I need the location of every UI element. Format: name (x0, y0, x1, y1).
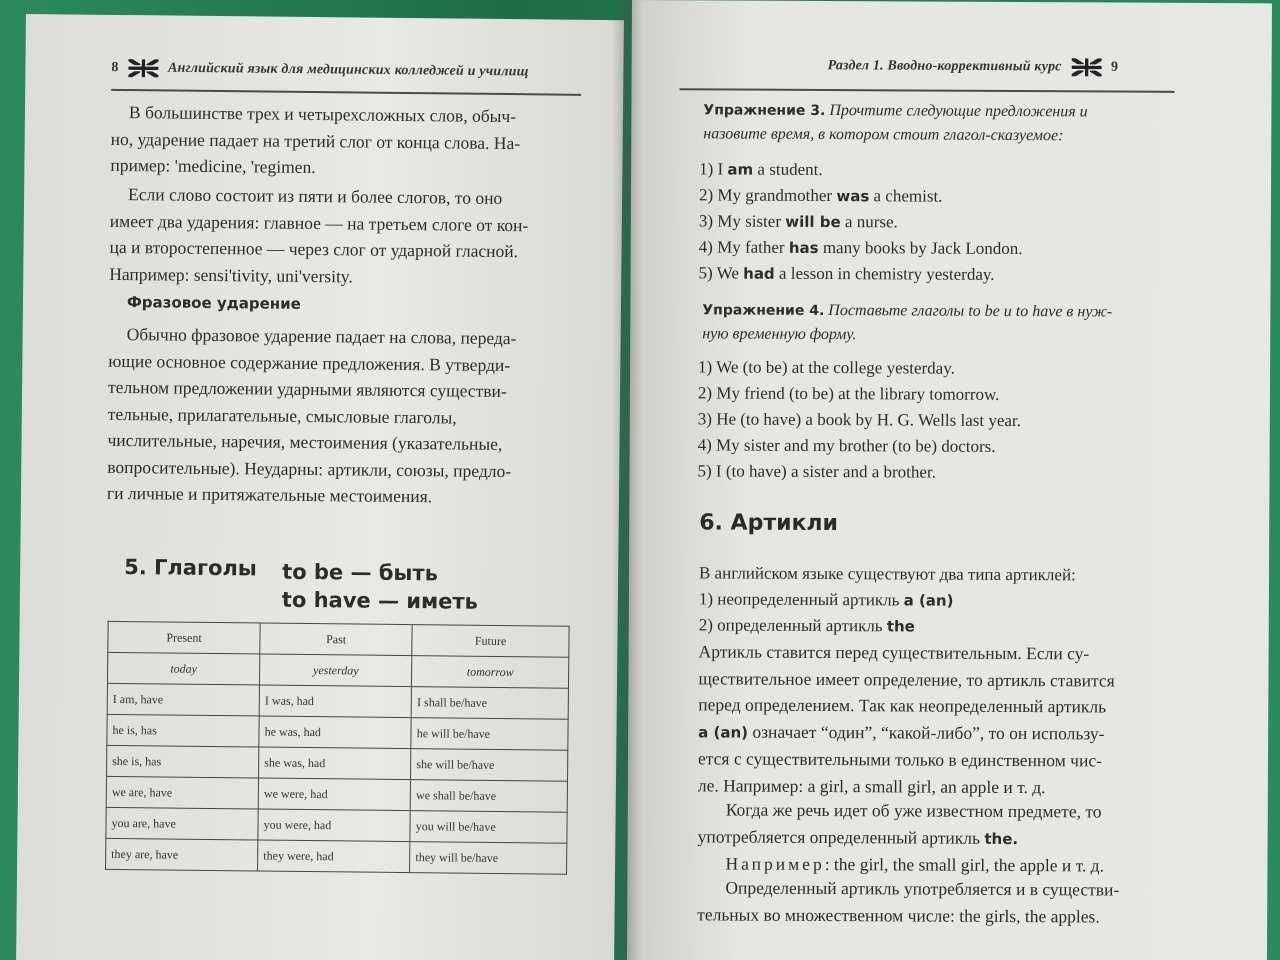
table-row (106, 776, 567, 812)
item-text: a nurse. (840, 212, 898, 232)
uk-flag-icon (1071, 58, 1101, 76)
table-cell: he will be/have (411, 718, 568, 751)
list-item: 3) He (to have) a book by H. G. Wells last year. (697, 409, 1021, 431)
item-text: 2) определенный артикль (698, 615, 887, 636)
table-cell: you are, have (106, 807, 258, 840)
exercise-3-heading (703, 98, 1183, 149)
text-line: Определенный артикль употребляется и в существи- (725, 877, 1120, 900)
section-title-articles: 6. Артикли (699, 510, 839, 537)
table-header-cell: Future (412, 625, 569, 658)
table-header-cell: Past (260, 623, 412, 656)
book-gutter (612, 0, 642, 960)
inline-text: : the girl, the small girl, the apple и т. д. (824, 854, 1105, 876)
right-head-rule (680, 88, 1175, 93)
table-cell: he is, has (107, 714, 259, 747)
articles-paragraph-2 (697, 796, 1177, 879)
item-article: the (886, 617, 915, 636)
list-item: 4) My sister and my brother (to be) doctors. (697, 435, 996, 456)
text-line: тельных во множественном числе: the girls, the apples. (697, 903, 1100, 926)
table-cell: tomorrow (412, 656, 569, 689)
text-line: перед определением. Так как неопределенный артикль (698, 694, 1107, 717)
text-line: ги личные и притяжательные местоимения. (106, 482, 433, 507)
text-line: Например: sensi'tivity, uni'versity. (109, 263, 353, 286)
right-running-head-text: Раздел 1. Вводно-коррективный курс (827, 58, 1062, 75)
table-cell: today (107, 652, 259, 685)
exercise-4-task-line-1: Поставьте глаголы to be и to have в нуж- (828, 302, 1113, 321)
text-line: тельном предложении ударными являются существи- (107, 376, 507, 402)
table-cell: they were, had (258, 840, 410, 873)
list-item: 2) My friend (to be) at the library tomorrow. (697, 383, 1000, 404)
item-verb: had (743, 264, 775, 283)
item-text: a student. (753, 159, 823, 180)
item-text: a lesson in chemistry yesterday. (774, 263, 995, 284)
exercise-4-label: Упражнение 4. (702, 302, 825, 320)
table-header-row (108, 621, 569, 657)
exercise-3-task-line-2: назовите время, в котором стоит глагол-сказуемое: (703, 125, 1064, 145)
table-cell: she was, had (259, 747, 411, 780)
inline-text: употребляется определенный артикль (697, 825, 985, 848)
inline-article: a (an) (698, 722, 749, 742)
table-cell: he was, had (259, 716, 411, 749)
table-row (107, 714, 568, 750)
item-verb: was (836, 187, 870, 206)
right-page-number: 9 (1110, 59, 1119, 75)
item-verb: am (727, 160, 754, 179)
inline-article: the. (984, 829, 1019, 848)
left-paragraph-2 (109, 181, 580, 292)
table-row (106, 838, 567, 874)
item-text: 3) My sister (698, 211, 786, 231)
left-running-head (111, 59, 528, 81)
item-text: 1) неопределенный артикль (698, 589, 904, 610)
articles-intro (699, 560, 1179, 641)
left-head-rule (111, 89, 581, 96)
table-cell: we shall be/have (410, 780, 567, 813)
text-line (698, 823, 1178, 853)
exercise-3-label: Упражнение 3. (703, 102, 826, 120)
table-cell: you were, had (258, 809, 410, 842)
uk-flag-icon (128, 59, 158, 77)
left-page (16, 14, 624, 960)
text-line: Если слово состоит из пяти и более слогов, то оно (128, 184, 503, 208)
section-title-verbs: 5. Глаголы (124, 555, 257, 581)
example-label: Например (725, 853, 825, 875)
text-line: Обычно фразовое ударение падает на слова, переда- (126, 324, 517, 349)
table-time-row (107, 652, 568, 688)
table-cell: I am, have (107, 683, 259, 716)
item-text: 2) My grandmother (698, 185, 837, 206)
table-cell: you will be/have (410, 811, 567, 844)
table-header-cell: Present (108, 621, 260, 654)
left-page-number: 8 (111, 60, 119, 76)
exercise-3-task-line-1: Прочтите следующие предложения и (829, 102, 1088, 121)
table-cell: they are, have (106, 838, 258, 871)
item-text: 5) We (698, 263, 744, 283)
text-line: имеет два ударения: главное — на третьем слоге от кон- (109, 210, 529, 235)
item-verb: has (788, 238, 819, 257)
list-item (699, 612, 1179, 641)
text-line: ществительное имеет определение, то артикль ставится (698, 667, 1115, 691)
text-line: ле. Например: a girl, a small girl, an apple и т. д. (697, 774, 1046, 797)
text-line: В большинстве трех и четырехсложных слов, обыч- (128, 102, 517, 127)
text-line: тельные, прилагательные, смысловые глаголы, (107, 403, 457, 428)
articles-paragraph-1 (698, 638, 1179, 801)
text-line (698, 718, 1178, 748)
table-row (107, 745, 568, 781)
table-row (106, 807, 567, 843)
list-item (699, 156, 1023, 184)
inline-text: означает “один”, “какой-либо”, то он использу- (747, 721, 1105, 743)
right-running-head (828, 57, 1119, 77)
exercise-4-heading (702, 298, 1182, 349)
exercise-3-list (699, 156, 1024, 288)
list-item (699, 234, 1023, 262)
table-cell: she will be/have (411, 749, 568, 782)
table-cell: we were, had (258, 778, 410, 811)
list-item (699, 182, 1023, 210)
list-item: 1) We (to be) at the college yesterday. (698, 357, 955, 378)
table-row (107, 683, 568, 719)
left-paragraph-1 (110, 99, 581, 183)
right-page (627, 0, 1272, 960)
list-item (699, 260, 1023, 288)
table-cell: I was, had (259, 685, 411, 718)
text-line: ется с существительными только в единственном чис- (697, 748, 1103, 771)
text-line: но, ударение падает на третий слог от конца слова. На- (110, 128, 521, 153)
verb-to-have: to have — иметь (281, 587, 479, 614)
text-line: числительные, наречия, местоимения (указательные, (107, 429, 503, 455)
text-line: вопросительные). Неударны: артикли, союзы, предло- (107, 456, 512, 481)
verbs-table (105, 621, 570, 875)
text-line: пример: 'medicine, 'regimen. (110, 154, 316, 178)
item-text: many books by Jack London. (818, 237, 1023, 259)
text-line: Когда же речь идет об уже известном предмете, то (725, 799, 1102, 822)
left-paragraph-3 (107, 321, 579, 511)
list-item: 5) I (to have) a sister and a brother. (697, 461, 936, 482)
item-text: 4) My father (698, 237, 789, 257)
table-cell: we are, have (106, 776, 258, 809)
intro-line: В английском языке существуют два типа артиклей: (698, 563, 1076, 585)
exercise-4-list (697, 354, 1021, 486)
left-running-head-text: Английский язык для медицинских колледжей и училищ (167, 60, 529, 80)
table-cell: she is, has (107, 745, 259, 778)
item-text: a chemist. (869, 186, 943, 206)
list-item (699, 586, 1179, 615)
text-line: Артикль ставится перед существительным. Если су- (698, 641, 1090, 664)
text-line: ца и второстепенное — через слог от ударной гласной. (109, 236, 519, 262)
table-cell: they will be/have (410, 842, 567, 875)
item-article: a (an) (903, 591, 954, 610)
table-cell: I shall be/have (411, 687, 568, 720)
text-line: ющие основное содержание предложения. В утверди- (108, 350, 511, 375)
item-text: 1) I (699, 159, 728, 179)
subhead-phrase-stress: Фразовое ударение (126, 293, 301, 313)
articles-paragraph-3 (697, 874, 1177, 930)
table-cell: yesterday (260, 654, 412, 687)
item-verb: will be (785, 212, 841, 232)
list-item (699, 208, 1023, 236)
verb-to-be: to be — быть (282, 559, 439, 586)
exercise-4-task-line-2: ную временную форму. (702, 325, 857, 344)
